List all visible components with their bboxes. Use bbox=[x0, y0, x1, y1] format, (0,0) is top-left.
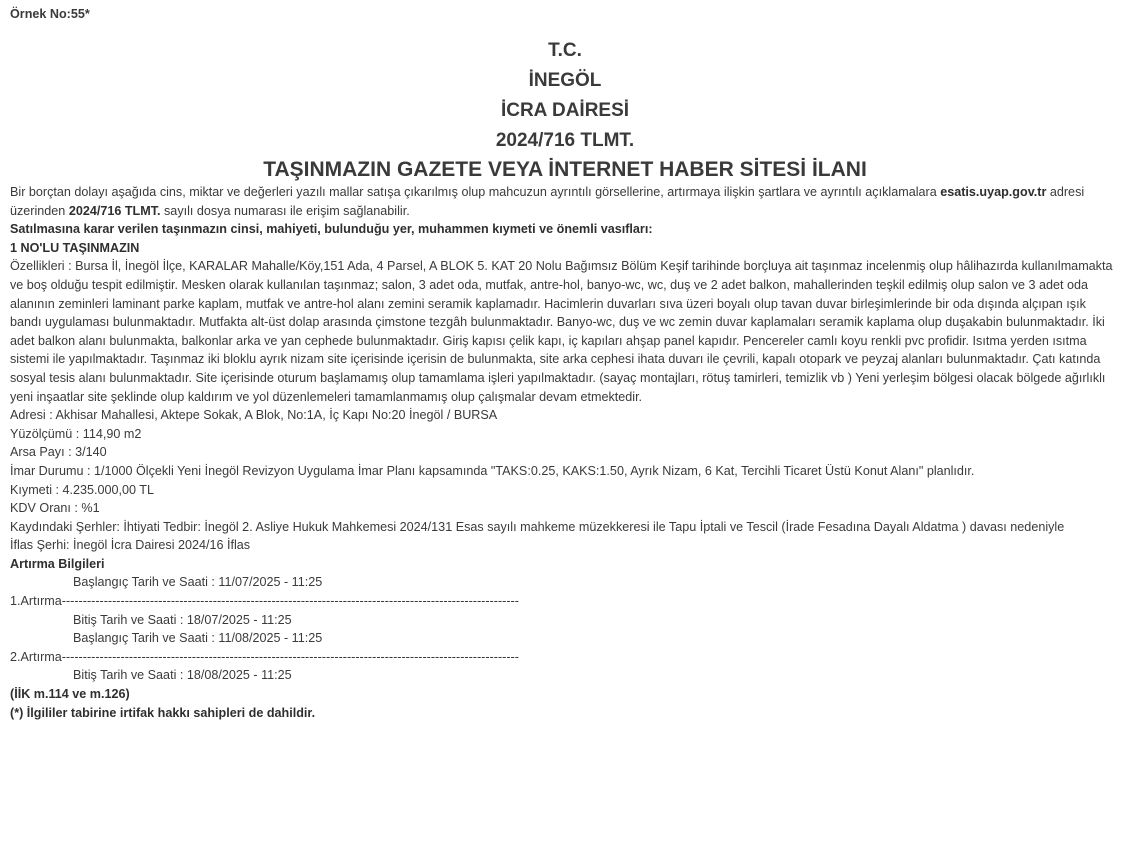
property-features: Özellikleri : Bursa İl, İnegöl İlçe, KARALAR Mahalle/Köy,151 Ada, 4 Parsel, A BLOK 5. KAT 20 Nolu Bağımsız Bölüm Keşif tarihinde borçluya ait taşınmaz incelenmiş olup hâlihazırda kullanılmamakta ve boş olduğu tespit edilmiştir. Mesken olarak kullanılan taşınmaz; salon, 3 adet oda, mutfak, antre-hol, banyo-wc, wc, duş ve 2 adet balkon, mahallerinden teşkil edilmiş olup salon ve 3 adet oda alanının zeminleri laminant parke kaplam, mutfak ve antre-hol alanı zemini seramik kaplamadır. Hacimlerin duvarları sıva üzeri boyalı olup tavan duvar birleşimlerinde bir oda dışında alçıpan ışık bandı uygulaması bulunmaktadır. Mutfakta alt-üst dolap arasında çimstone tezgâh bulunmaktadır. Banyo-wc, duş ve wc zemin duvar kaplamaları seramik kaplama olup duşakabin bulunmaktadır. İki adet balkon alanı bulunmakta, balkonlar arka ve yan cephede bulunmaktadır. Giriş kapısı çelik kapı, iç kapıları ahşap panel kapıdır. Pencereler camlı koyu renkli pvc profidir. Isıtma yerden ısıtma sistemi ile yapılmaktadır. Taşınmaz iki bloklu ayrık nizam site içerisinde içerisin de bulunmakta, site arka cephesi ihata duvarı ile çevrili, kapalı otopark ve peyzaj alanları bulunmaktadır. Çatı katında sosyal tesis alanı bulunmaktadır. Site içerisinde oturum başlamamış olup tamamlama işleri yapılmaktadır. (sayaç montajları, rötuş tamirleri, temizlik vb ) Yeni yerleşim bölgesi olacak bölgede ağırlıklı yeni inşaatlar site şeklinde olup kaldırım ve yol düzenlemeleri tamamlanmamış olup çalışmalar devam etmektedir. bbox=[10, 259, 1113, 404]
auction-2-end: Bitiş Tarih ve Saati : 18/08/2025 - 11:25 bbox=[73, 668, 292, 683]
auction-2-label: 2.Artırma------------------------------------------------------------------------------------------------------------- bbox=[10, 649, 519, 664]
header-office: İCRA DAİRESİ bbox=[500, 100, 630, 121]
document-page bbox=[10, 6, 1120, 722]
header-city: İNEGÖL bbox=[528, 70, 602, 91]
example-number: Örnek No:55* bbox=[10, 7, 90, 21]
property-address: Adresi : Akhisar Mahallesi, Aktepe Sokak, A Blok, No:1A, İç Kapı No:20 İnegöl / BURSA bbox=[10, 408, 498, 423]
auction-1-label: 1.Artırma------------------------------------------------------------------------------------------------------------- bbox=[10, 594, 519, 609]
zoning-status: İmar Durumu : 1/1000 Ölçekli Yeni İnegöl Revizyon Uygulama İmar Planı kapsamında "TAKS:0.25, KAKS:1.50, Ayrık Nizam, 6 Kat, Tercihli Ticaret Üstü Konut Alanı" planlıdır. bbox=[10, 463, 975, 478]
land-share: Arsa Payı : 3/140 bbox=[10, 445, 107, 460]
vat-rate: KDV Oranı : %1 bbox=[10, 501, 100, 516]
intro-text-1: Bir borçtan dolayı aşağıda cins, miktar ve değerleri yazılı mallar satışa çıkarılmış olup mahcuzun ayrıntılı görsellerine, artırmaya ilişkin şartlara ve ayrıntılı açıklamalara bbox=[10, 185, 941, 199]
item-heading: 1 NO'LU TAŞINMAZIN bbox=[10, 240, 140, 255]
intro-paragraph bbox=[10, 183, 1120, 220]
section-heading: Satılmasına karar verilen taşınmazın cinsi, mahiyeti, bulunduğu yer, muhammen kıymeti ve önemli vasıfları: bbox=[10, 222, 653, 237]
registry-annotations: Kaydındaki Şerhler: İhtiyati Tedbir: İnegöl 2. Asliye Hukuk Mahkemesi 2024/131 Esas sayılı mahkeme müzekkeresi ile Tapu İptali ve Tescil (İrade Fesadına Dayalı Aldatma ) davası nedeniyle bbox=[10, 519, 1065, 534]
intro-file-no: 2024/716 TLMT. bbox=[68, 203, 161, 218]
header-tc: T.C. bbox=[548, 40, 582, 61]
intro-text-2: adresi üzerinden bbox=[10, 185, 1085, 218]
auction-2-start: Başlangıç Tarih ve Saati : 11/08/2025 - 11:25 bbox=[73, 631, 323, 646]
auction-heading: Artırma Bilgileri bbox=[10, 556, 105, 571]
intro-site: esatis.uyap.gov.tr bbox=[940, 185, 1047, 199]
document-title: TAŞINMAZIN GAZETE VEYA İNTERNET HABER SİTESİ İLANI bbox=[263, 158, 867, 181]
header-file-no: 2024/716 TLMT. bbox=[495, 130, 635, 151]
footnote: (*) İlgililer tabirine irtifak hakkı sahipleri de dahildir. bbox=[10, 705, 316, 720]
law-reference: (İİK m.114 ve m.126) bbox=[10, 687, 130, 702]
auction-1-end: Bitiş Tarih ve Saati : 18/07/2025 - 11:25 bbox=[73, 612, 292, 627]
intro-text-3: sayılı dosya numarası ile erişim sağlanabilir. bbox=[160, 203, 410, 218]
bankruptcy-annotation: İflas Şerhi: İnegöl İcra Dairesi 2024/16 İflas bbox=[10, 538, 251, 553]
auction-1-start: Başlangıç Tarih ve Saati : 11/07/2025 - 11:25 bbox=[73, 575, 323, 590]
property-area: Yüzölçümü : 114,90 m2 bbox=[10, 426, 142, 441]
property-value: Kıymeti : 4.235.000,00 TL bbox=[10, 482, 154, 497]
